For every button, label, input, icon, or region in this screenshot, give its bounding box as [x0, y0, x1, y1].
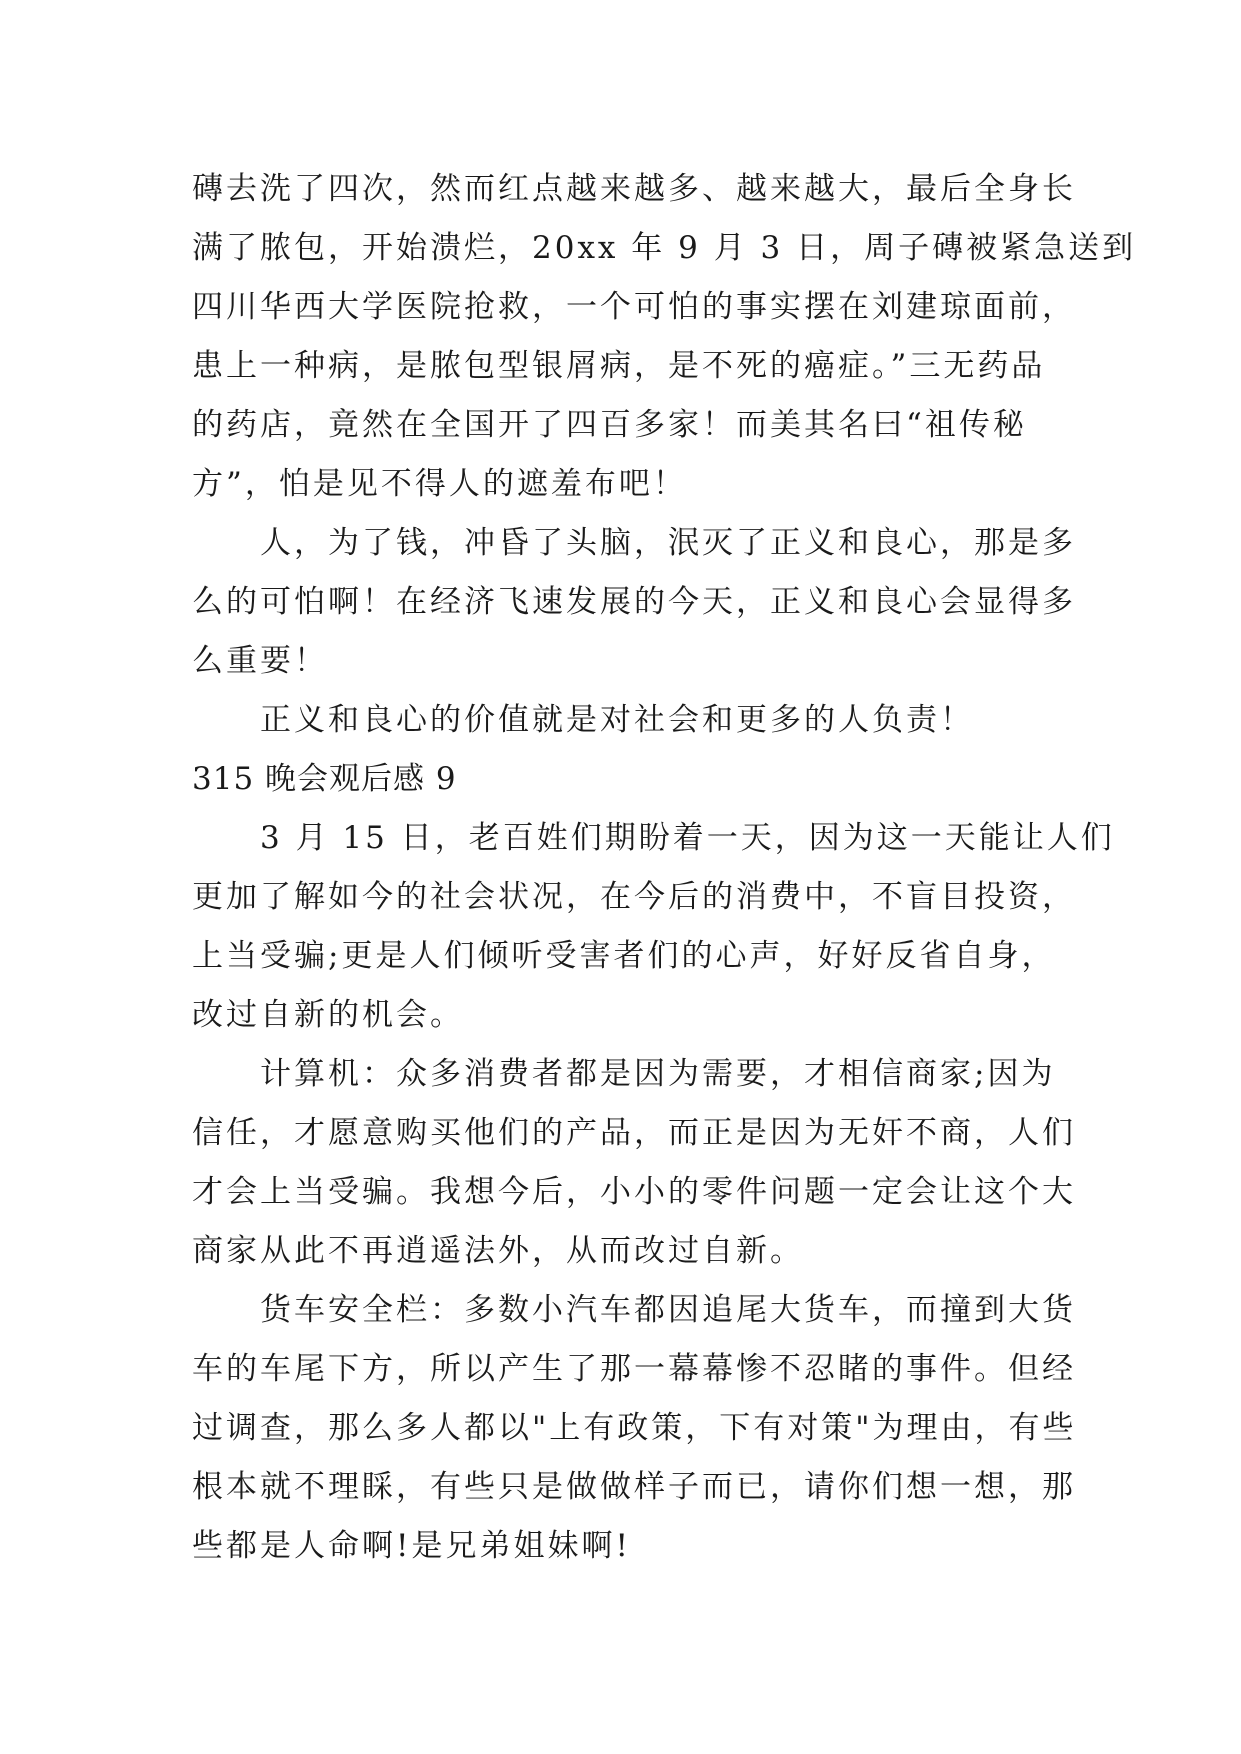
text-line: 计算机：众多消费者都是因为需要，才相信商家;因为 — [260, 1056, 1056, 1092]
text-line: 车的车尾下方，所以产生了那一幕幕惨不忍睹的事件。但经 — [192, 1351, 1076, 1387]
text-line: 过调查，那么多人都以"上有政策，下有对策"为理由，有些 — [192, 1410, 1077, 1446]
text-line: 些都是人命啊!是兄弟姐妹啊! — [192, 1528, 631, 1564]
text-line: 人，为了钱，冲昏了头脑，泯灭了正义和良心，那是多 — [260, 525, 1076, 561]
document-body — [192, 160, 1137, 1576]
text-line: 改过自新的机会。 — [192, 997, 464, 1033]
text-line: 3 月 15 日，老百姓们期盼着一天，因为这一天能让人们 — [260, 820, 1115, 856]
paragraph-4 — [192, 809, 1115, 1045]
text-line: 方”，怕是见不得人的遮羞布吧！ — [192, 466, 687, 502]
text-line: 患上一种病，是脓包型银屑病，是不死的癌症。”三无药品 — [192, 348, 1046, 384]
text-line: 么的可怕啊！在经济飞速发展的今天，正义和良心会显得多 — [192, 584, 1076, 620]
section-heading: 315 晚会观后感 9 — [192, 761, 457, 797]
text-line: 的药店，竟然在全国开了四百多家！而美其名曰“祖传秘 — [192, 407, 1027, 443]
text-line: 正义和良心的价值就是对社会和更多的人负责！ — [260, 702, 974, 738]
text-line: 更加了解如今的社会状况，在今后的消费中，不盲目投资， — [192, 879, 1076, 915]
text-line: 上当受骗;更是人们倾听受害者们的心声，好好反省自身， — [192, 938, 1056, 974]
paragraph-6 — [192, 1281, 1077, 1576]
text-line: 磚去洗了四次，然而红点越来越多、越来越大，最后全身长 — [192, 171, 1076, 207]
text-line: 货车安全栏：多数小汽车都因追尾大货车，而撞到大货 — [260, 1292, 1076, 1328]
text-line: 满了脓包，开始溃烂，20xx 年 9 月 3 日，周子磚被紧急送到 — [192, 230, 1137, 266]
text-line: 根本就不理睬，有些只是做做样子而已，请你们想一想，那 — [192, 1469, 1076, 1505]
text-line: 商家从此不再逍遥法外，从而改过自新。 — [192, 1233, 804, 1269]
paragraph-1 — [192, 160, 1137, 514]
text-line: 才会上当受骗。我想今后，小小的零件问题一定会让这个大 — [192, 1174, 1076, 1210]
text-line: 么重要！ — [192, 643, 328, 679]
paragraph-5 — [192, 1045, 1076, 1281]
text-line: 四川华西大学医院抢救，一个可怕的事实摆在刘建琼面前， — [192, 289, 1076, 325]
paragraph-2 — [192, 514, 1076, 691]
paragraph-3 — [192, 691, 1072, 750]
text-line: 信任，才愿意购买他们的产品，而正是因为无奸不商，人们 — [192, 1115, 1076, 1151]
